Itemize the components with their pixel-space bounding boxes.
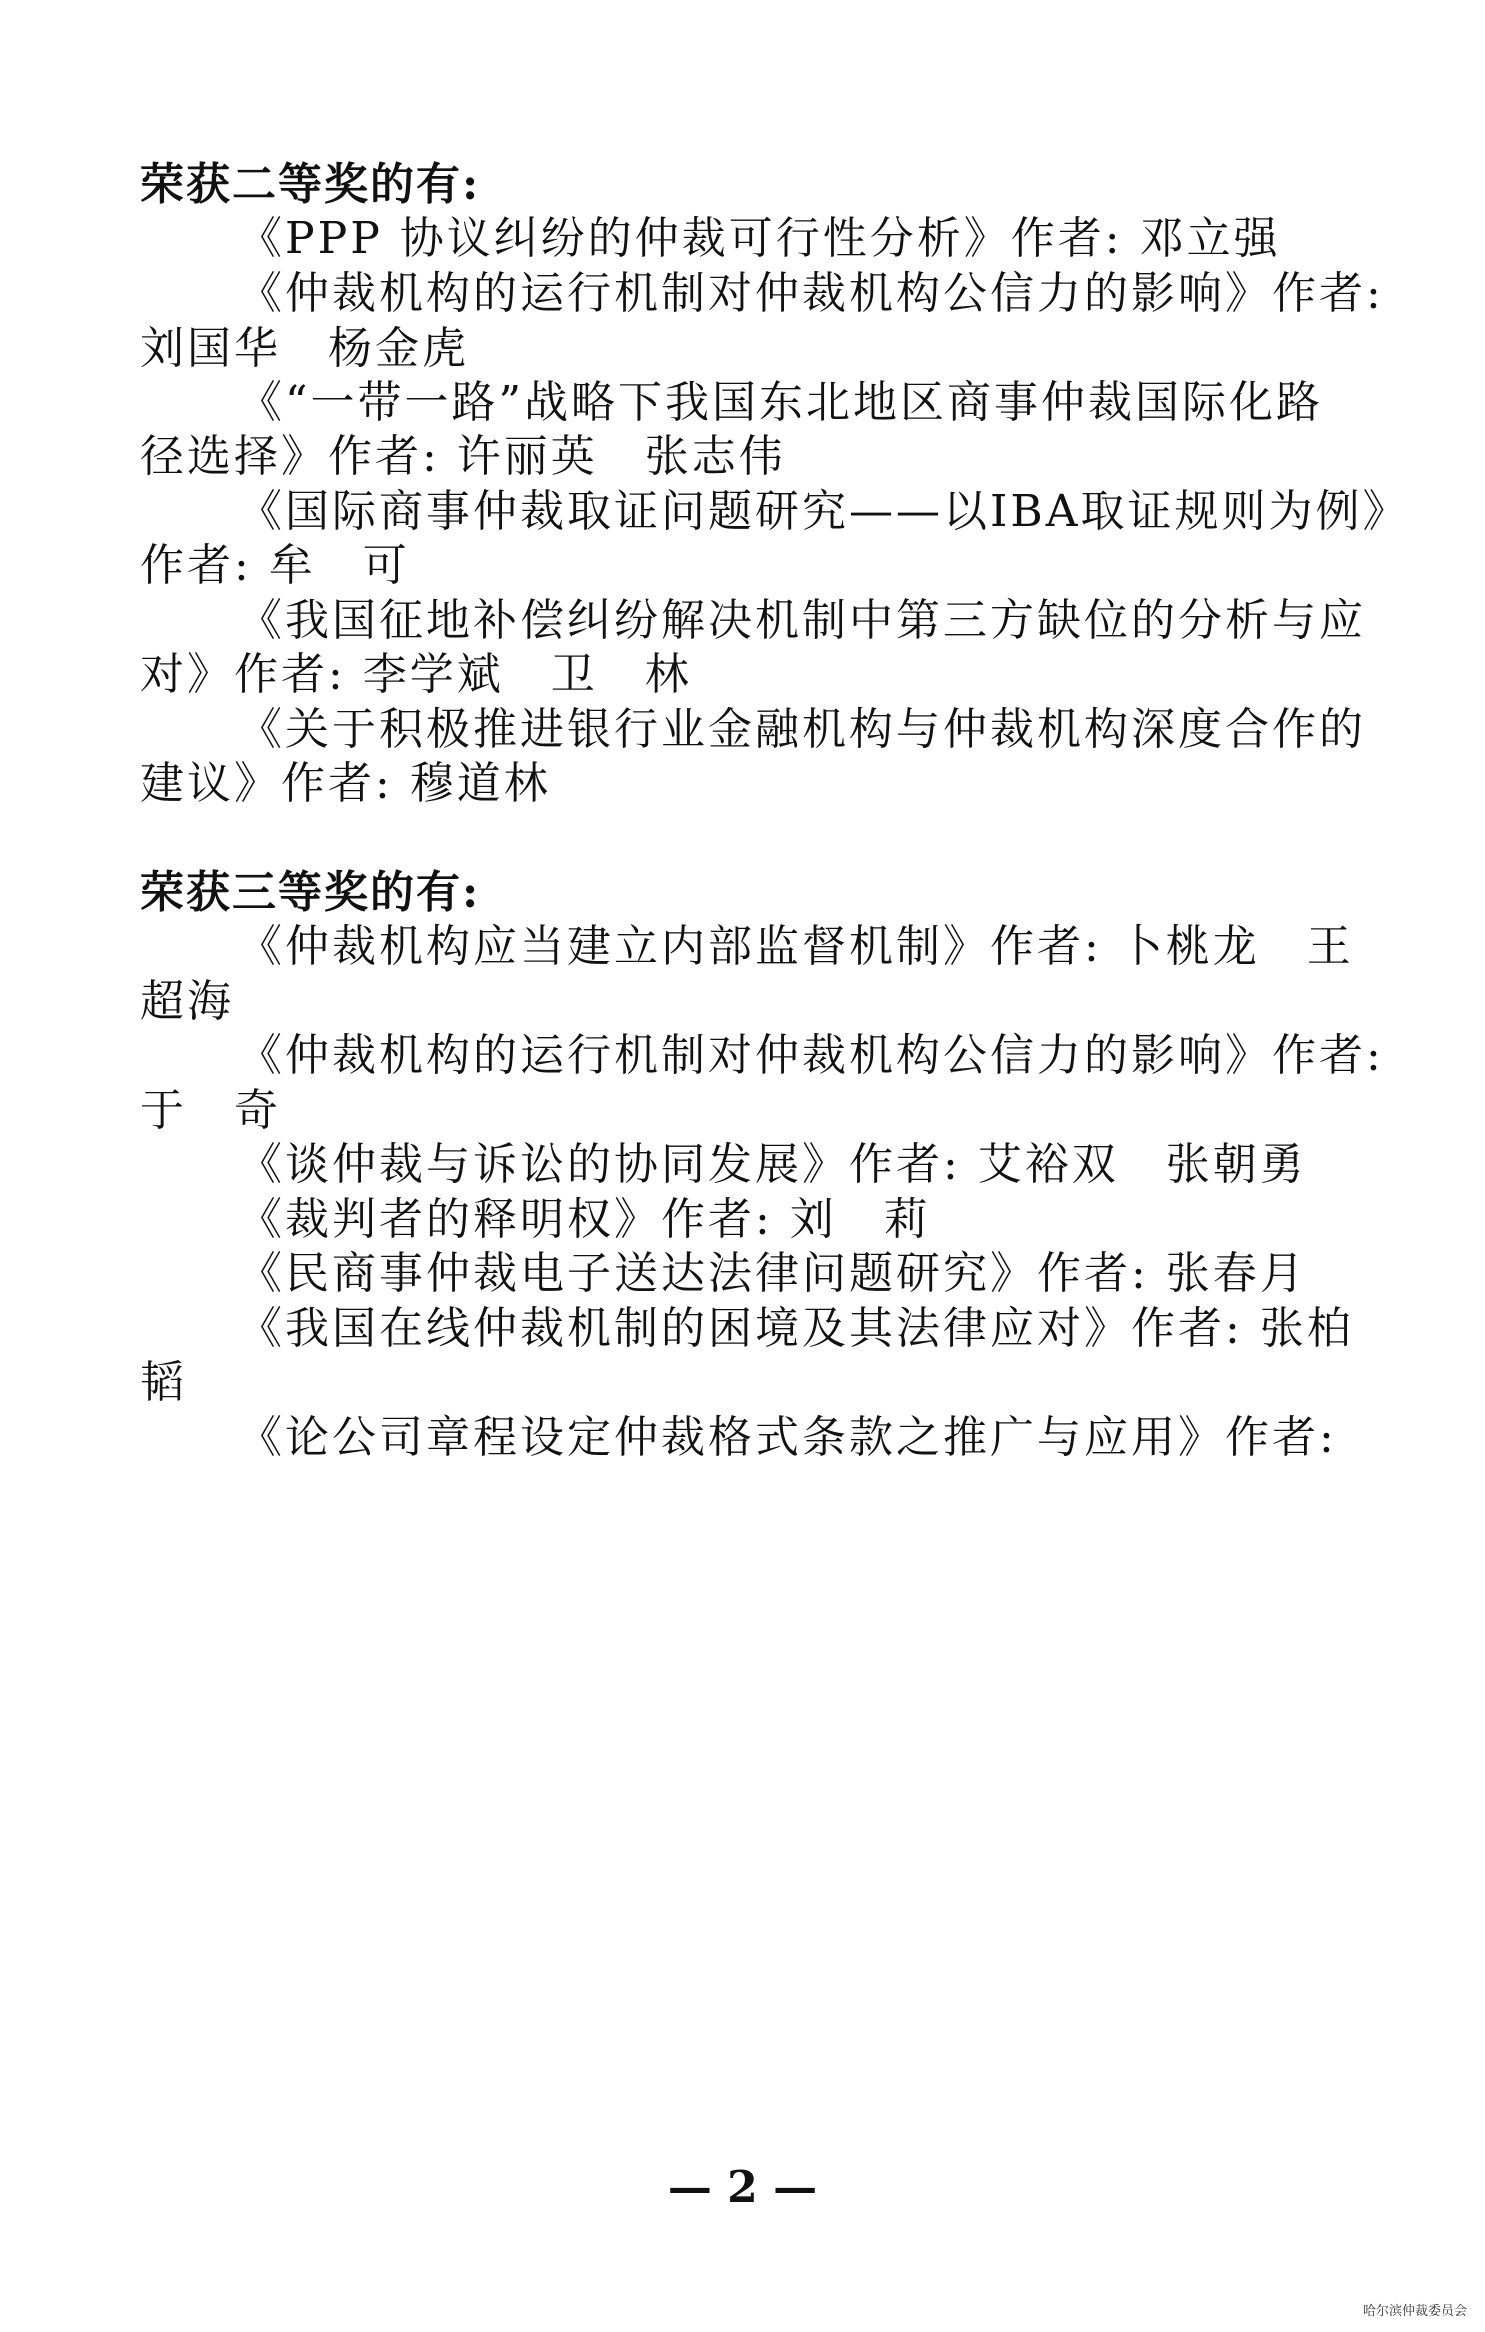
second-prize-entry-4-authors: 作者: 牟 可 [140, 540, 410, 591]
third-prize-entry-2-authors: 于 奇 [140, 1085, 281, 1136]
third-prize-entry-4: 《裁判者的释明权》作者: 刘 莉 [238, 1194, 931, 1245]
second-prize-entry-2: 《仲裁机构的运行机制对仲裁机构公信力的影响》作者: [238, 268, 1384, 319]
second-prize-entry-5: 《我国征地补偿纠纷解决机制中第三方缺位的分析与应 [238, 595, 1366, 646]
third-prize-entry-1-cont: 超海 [140, 976, 234, 1027]
third-prize-entry-7: 《论公司章程设定仲裁格式条款之推广与应用》作者: [238, 1412, 1337, 1463]
second-prize-entry-5-cont: 对》作者: 李学斌 卫 林 [140, 649, 692, 700]
second-prize-entry-3-cont: 径选择》作者: 许丽英 张志伟 [140, 431, 786, 482]
third-prize-heading: 荣获三等奖的有: [140, 867, 481, 918]
second-prize-entry-4: 《国际商事仲裁取证问题研究——以IBA取证规则为例》 [238, 486, 1410, 537]
second-prize-heading: 荣获二等奖的有: [140, 159, 481, 210]
third-prize-entry-1: 《仲裁机构应当建立内部监督机制》作者: 卜桃龙 王 [238, 921, 1354, 972]
footer-watermark: 哈尔滨仲裁委员会 [1362, 2304, 1467, 2319]
second-prize-entry-3: 《“一带一路”战略下我国东北地区商事仲裁国际化路 [238, 377, 1323, 428]
third-prize-entry-3: 《谈仲裁与诉讼的协同发展》作者: 艾裕双 张朝勇 [238, 1139, 1307, 1190]
second-prize-entry-6: 《关于积极推进银行业金融机构与仲裁机构深度合作的 [238, 704, 1366, 755]
page-number: — 2 — [667, 2162, 818, 2213]
third-prize-entry-2: 《仲裁机构的运行机制对仲裁机构公信力的影响》作者: [238, 1030, 1384, 1081]
second-prize-entry-1: 《PPP 协议纠纷的仲裁可行性分析》作者: 邓立强 [238, 213, 1281, 264]
third-prize-entry-5: 《民商事仲裁电子送达法律问题研究》作者: 张春月 [238, 1248, 1307, 1299]
second-prize-entry-6-cont: 建议》作者: 穆道林 [140, 758, 551, 809]
second-prize-entry-2-authors: 刘国华 杨金虎 [140, 323, 469, 374]
third-prize-entry-6-cont: 韬 [140, 1357, 187, 1408]
third-prize-entry-6: 《我国在线仲裁机制的困境及其法律应对》作者: 张柏 [238, 1303, 1354, 1354]
